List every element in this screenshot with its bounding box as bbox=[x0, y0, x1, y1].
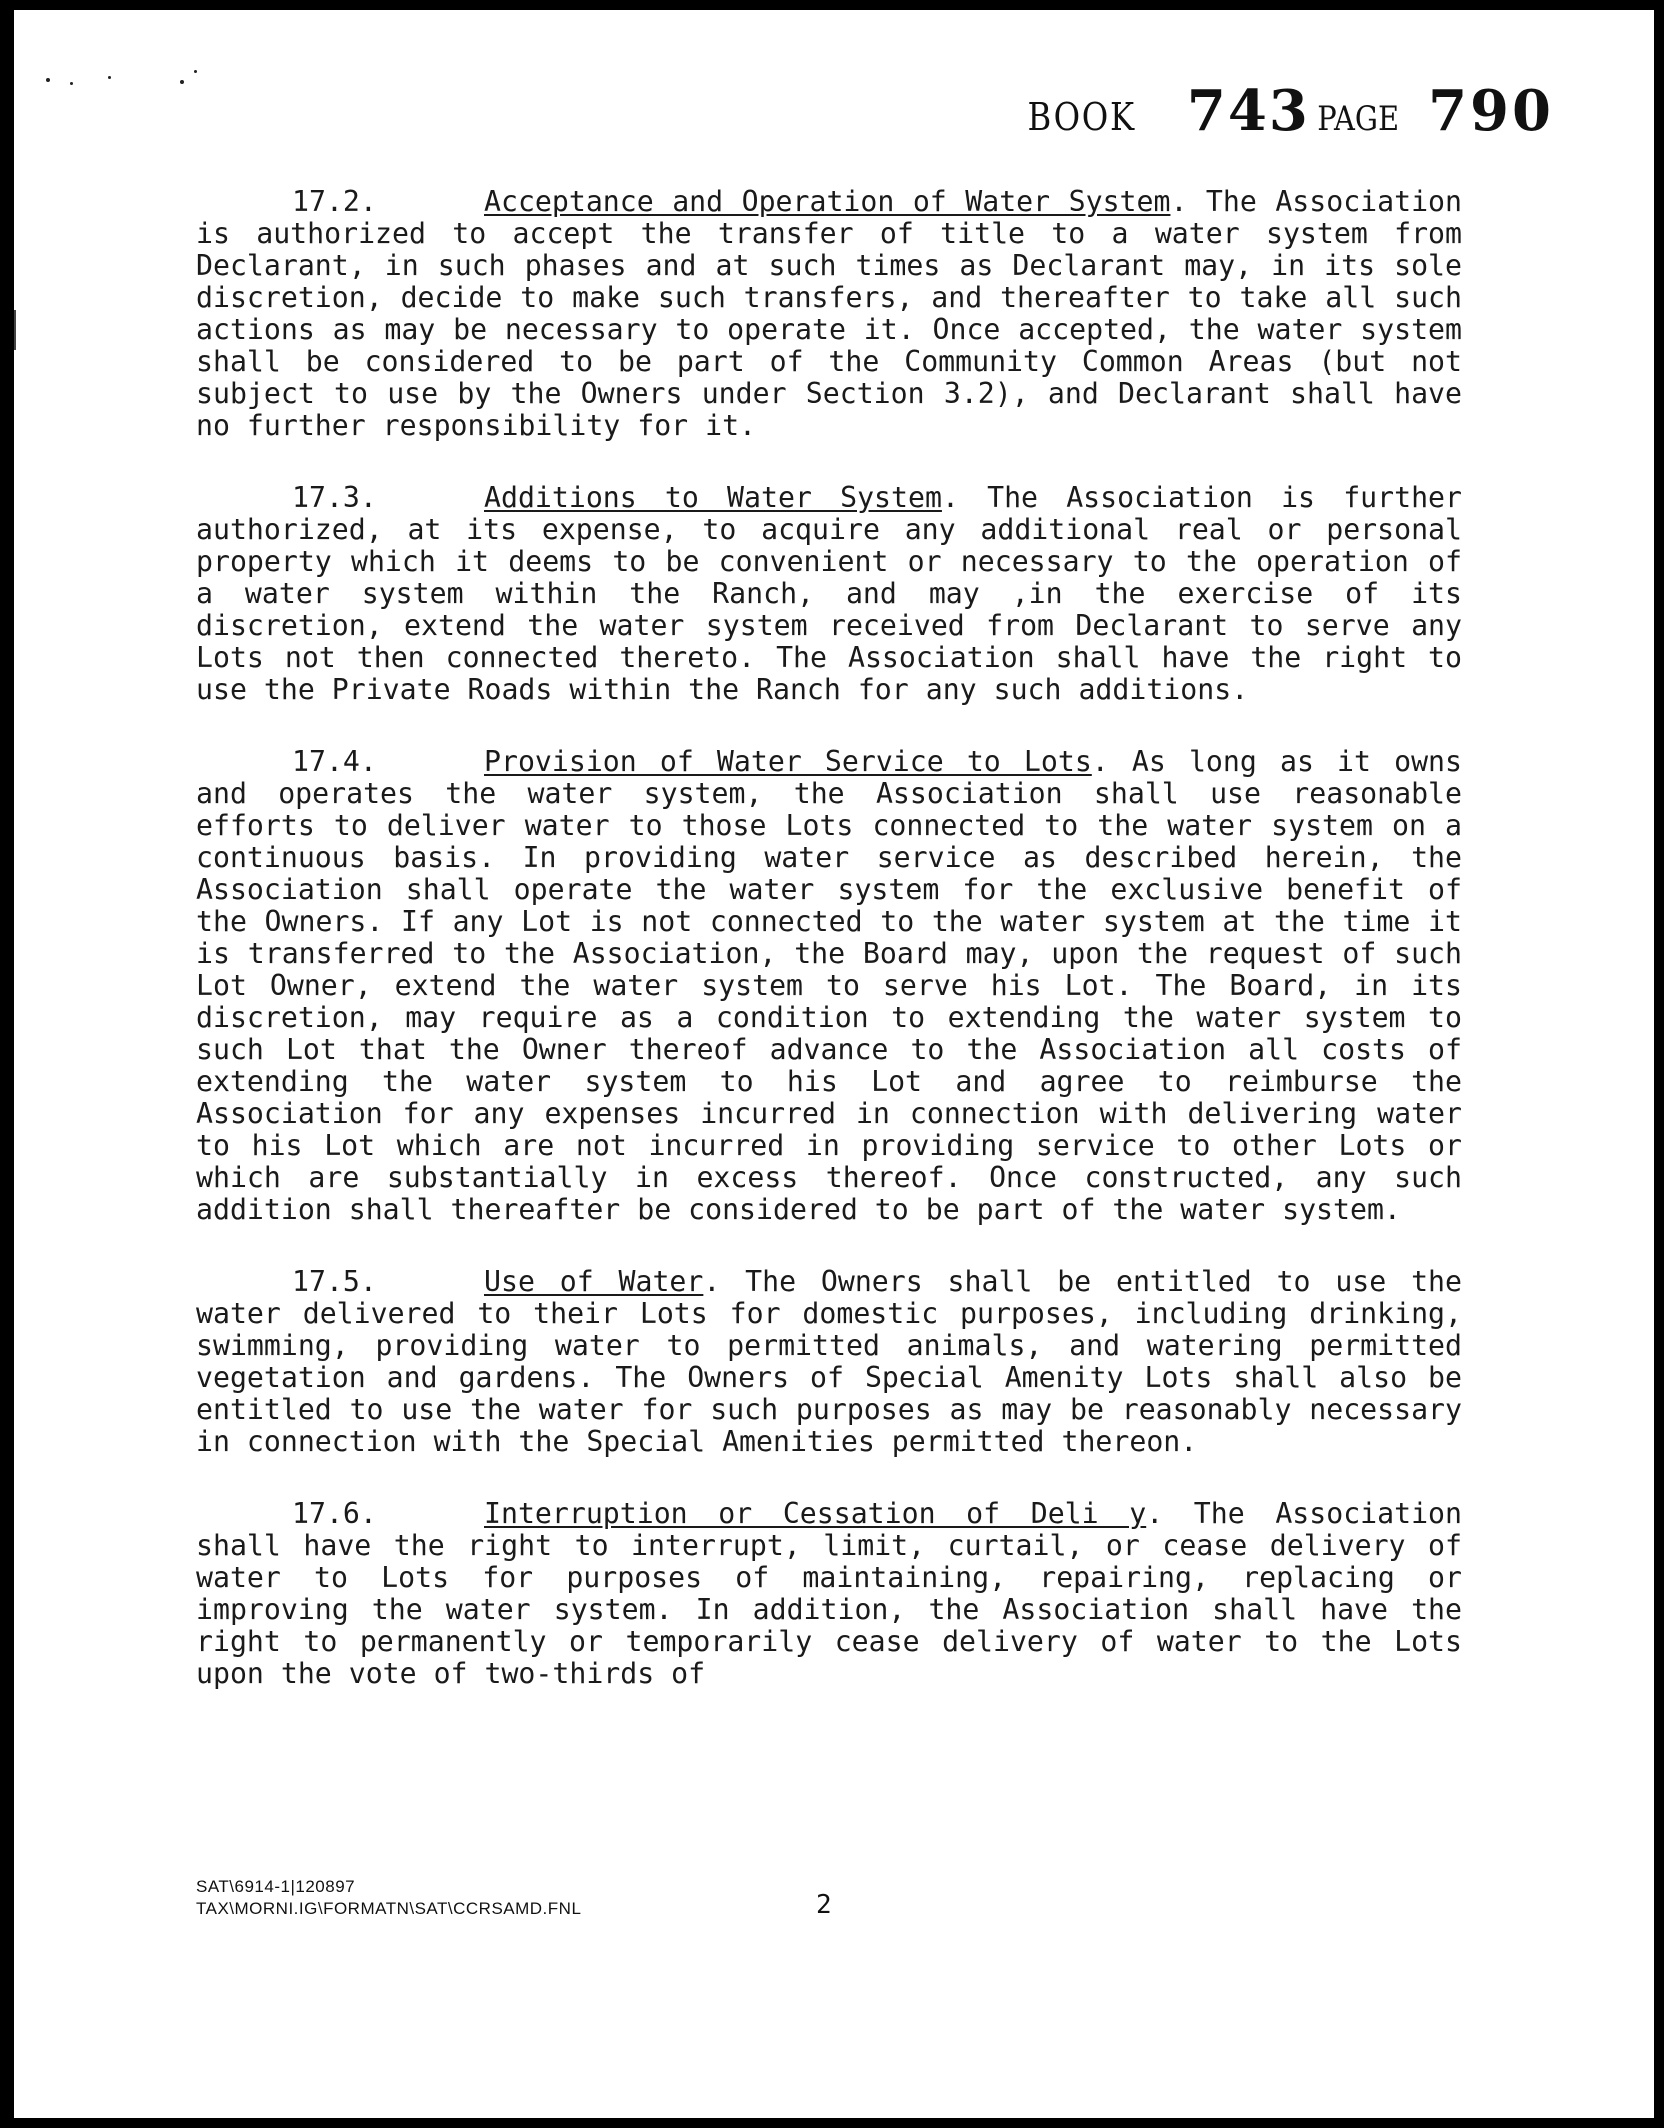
section-number: 17.3. bbox=[292, 481, 377, 514]
page-number: 2 bbox=[816, 1890, 832, 1920]
scan-speck bbox=[180, 80, 184, 84]
section-17-4 bbox=[196, 746, 1462, 1226]
page-label: PAGE bbox=[1317, 99, 1399, 139]
section-title: Acceptance and Operation of Water System bbox=[484, 185, 1171, 218]
section-text: . The Association shall have the right to interrupt, limit, curtail, or cease delivery of water to Lots for purposes of maintaining, repairing, replacing or improving the water system. In addition, the Association shall have the right to permanently or temporarily cease delivery of water to the Lots upon the vote of two-thirds of bbox=[196, 1497, 1462, 1690]
book-number: 743 bbox=[1186, 78, 1310, 144]
scan-edge-mark bbox=[14, 310, 16, 350]
section-number: 17.5. bbox=[292, 1265, 377, 1298]
book-page-stamp bbox=[1018, 78, 1554, 144]
file-path-footer bbox=[196, 1876, 581, 1920]
section-17-2 bbox=[196, 186, 1462, 442]
scan-speck bbox=[46, 78, 50, 82]
section-title: Provision of Water Service to Lots bbox=[484, 745, 1092, 778]
section-title: Use of Water bbox=[484, 1265, 704, 1298]
scan-speck bbox=[194, 70, 197, 73]
document-page bbox=[14, 10, 1654, 2118]
section-17-3 bbox=[196, 482, 1462, 706]
document-body bbox=[196, 186, 1462, 1730]
file-path-line: SAT\6914-1|120897 bbox=[196, 1877, 356, 1896]
section-number: 17.6. bbox=[292, 1497, 377, 1530]
section-text: . The Association is further authorized, at its expense, to acquire any additional real or personal property which it deems to be convenient or necessary to the operation of a water system within the Ranch, and may ,in the exercise of its discretion, extend the water system received from Declarant to serve any Lots not then connected thereto. The Association shall have the right to use the Private Roads within the Ranch for any such additions. bbox=[196, 481, 1462, 706]
file-path-line: TAX\MORNI.IG\FORMATN\SAT\CCRSAMD.FNL bbox=[196, 1899, 582, 1918]
section-17-5 bbox=[196, 1266, 1462, 1458]
section-text: . The Association is authorized to accept the transfer of title to a water system from Declarant, in such phases and at such times as Declarant may, in its sole discretion, decide to make such transfers, and thereafter to take all such actions as may be necessary to operate it. Once accepted, the water system shall be considered to be part of the Community Common Areas (but not subject to use by the Owners under Section 3.2), and Declarant shall have no further responsibility for it. bbox=[196, 185, 1463, 442]
section-title: Interruption or Cessation of Deli y bbox=[484, 1497, 1147, 1530]
stamp-page-number: 790 bbox=[1428, 78, 1554, 144]
section-17-6 bbox=[196, 1498, 1462, 1690]
scan-speck bbox=[70, 82, 73, 85]
book-label: BOOK bbox=[1027, 95, 1136, 139]
section-text: . As long as it owns and operates the water system, the Association shall use reasonable efforts to deliver water to those Lots connected to the water system on a continuous basis. In providing water service as described herein, the Association shall operate the water system for the exclusive benefit of the Owners. If any Lot is not connected to the water system at the time it is transferred to the Association, the Board may, upon the request of such Lot Owner, extend the water system to serve his Lot. The Board, in its discretion, may require as a condition to extending the water system to such Lot that the Owner thereof advance to the Association all costs of extending the water system to his Lot and agree to reimburse the Association for any expenses incurred in connection with delivering water to his Lot which are not incurred in providing service to other Lots or which are substantially in excess thereof. Once constructed, any such addition shall thereafter be considered to be part of the water system. bbox=[196, 745, 1462, 1226]
section-number: 17.4. bbox=[292, 745, 377, 778]
section-text: . The Owners shall be entitled to use the water delivered to their Lots for domestic purposes, including drinking, swimming, providing water to permitted animals, and watering permitted vegetation and gardens. The Owners of Special Amenity Lots shall also be entitled to use the water for such purposes as may be reasonably necessary in connection with the Special Amenities permitted thereon. bbox=[196, 1265, 1462, 1458]
scan-speck bbox=[108, 76, 111, 79]
section-number: 17.2. bbox=[292, 185, 377, 218]
section-title: Additions to Water System bbox=[484, 481, 942, 514]
